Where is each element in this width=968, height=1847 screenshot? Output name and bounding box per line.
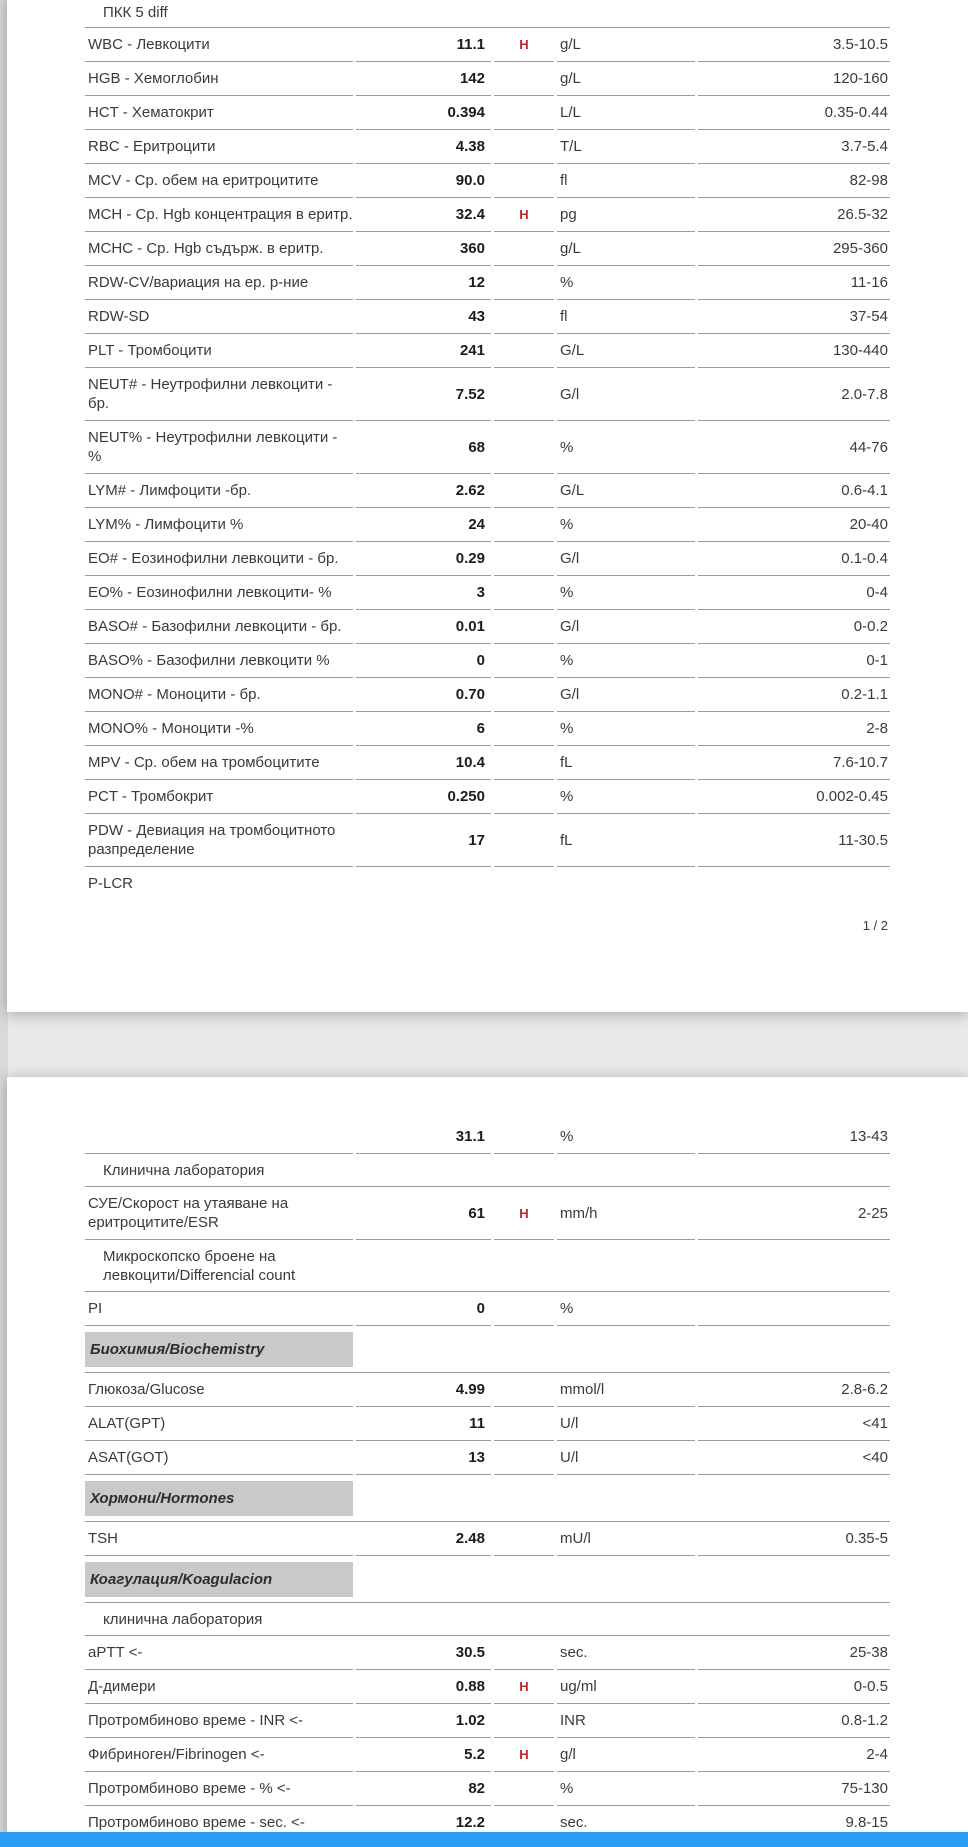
lab-row [85,130,890,164]
result-unit: g/L [557,62,695,96]
parameter-name: NEUT% - Неутрофилни левкоцити - % [85,421,353,474]
reference-range: 0-0.2 [698,610,890,644]
result-value: 2.48 [356,1522,491,1556]
reference-range: 120-160 [698,62,890,96]
lab-row [85,1636,890,1670]
result-unit: % [557,576,695,610]
lab-row [85,814,890,867]
result-value: 82 [356,1772,491,1806]
reference-range: 2.8-6.2 [698,1373,890,1407]
reference-range: 0.1-0.4 [698,542,890,576]
parameter-name: aPTT <- [85,1636,353,1670]
viewer-bottom-bar [0,1832,968,1847]
result-flag-high [494,678,554,712]
result-flag-high [494,610,554,644]
result-flag-high [494,1441,554,1475]
result-value: 5.2 [356,1738,491,1772]
result-flag-high [494,130,554,164]
result-unit: fL [557,814,695,867]
group-header-row [85,1603,890,1636]
result-unit: ug/ml [557,1670,695,1704]
lab-results-table-page-1 [85,0,890,900]
reference-range: 82-98 [698,164,890,198]
parameter-name: HGB - Хемоглобин [85,62,353,96]
result-unit: G/l [557,678,695,712]
parameter-name: MONO% - Моноцити -% [85,712,353,746]
lab-results-table-page-2 [85,1120,890,1840]
group-header-label: Микроскопско броене на левкоцити/Differencial count [103,1248,296,1284]
result-value: 61 [356,1187,491,1240]
result-unit: % [557,1292,695,1326]
lab-row [85,1187,890,1240]
result-value [356,867,491,900]
lab-row [85,1373,890,1407]
lab-row [85,1670,890,1704]
result-flag-high [494,542,554,576]
result-unit: T/L [557,130,695,164]
document-page-2 [7,1077,968,1847]
lab-row [85,1292,890,1326]
result-value: 32.4 [356,198,491,232]
result-unit: mmol/l [557,1373,695,1407]
reference-range [698,1292,890,1326]
parameter-name: PDW - Девиация на тромбоцитното разпределение [85,814,353,867]
result-value: 12 [356,266,491,300]
result-unit: G/L [557,474,695,508]
result-flag-high [494,746,554,780]
reference-range: 75-130 [698,1772,890,1806]
result-unit: U/l [557,1407,695,1441]
result-flag-high [494,266,554,300]
parameter-name: ALAT(GPT) [85,1407,353,1441]
parameter-name: СУЕ/Скорост на утаяване на еритроцитите/ESR [85,1187,353,1240]
reference-range: 11-30.5 [698,814,890,867]
lab-row [85,164,890,198]
lab-row [85,1738,890,1772]
section-header-label: Коагулация/Koagulacion [85,1562,353,1597]
lab-row [85,867,890,900]
parameter-name: RDW-SD [85,300,353,334]
reference-range: 2-25 [698,1187,890,1240]
result-flag-high [494,1407,554,1441]
result-value: 12.2 [356,1806,491,1840]
result-value: 30.5 [356,1636,491,1670]
result-value: 4.99 [356,1373,491,1407]
result-unit: % [557,421,695,474]
parameter-name: HCT - Хематокрит [85,96,353,130]
group-header-row [85,1154,890,1187]
result-unit: % [557,780,695,814]
lab-row [85,1704,890,1738]
result-value: 0.250 [356,780,491,814]
result-value: 360 [356,232,491,266]
reference-range: <40 [698,1441,890,1475]
result-flag-high [494,474,554,508]
reference-range: 2-8 [698,712,890,746]
result-flag-high: H [494,198,554,232]
page-indicator: 1 / 2 [862,918,888,933]
reference-range: 13-43 [698,1120,890,1154]
result-unit: % [557,508,695,542]
result-value: 31.1 [356,1120,491,1154]
result-value: 0 [356,1292,491,1326]
result-flag-high [494,712,554,746]
reference-range: 26.5-32 [698,198,890,232]
parameter-name: LYM% - Лимфоцити % [85,508,353,542]
reference-range: 0-4 [698,576,890,610]
group-header-label: Клинична лаборатория [103,1162,265,1179]
parameter-name: P-LCR [88,875,134,892]
lab-row [85,1441,890,1475]
reference-range: 0.8-1.2 [698,1704,890,1738]
group-header-label: клинична лаборатория [103,1611,263,1628]
parameter-name: LYM# - Лимфоцити -бр. [85,474,353,508]
reference-range: 2.0-7.8 [698,368,890,421]
result-unit: fL [557,746,695,780]
result-flag-high [494,368,554,421]
reference-range: 7.6-10.7 [698,746,890,780]
lab-row [85,368,890,421]
parameter-name: PCT - Тромбокрит [85,780,353,814]
parameter-name [85,1120,353,1154]
result-flag-high [494,334,554,368]
result-flag-high: H [494,28,554,62]
result-value: 2.62 [356,474,491,508]
result-value: 6 [356,712,491,746]
result-value: 43 [356,300,491,334]
result-flag-high [494,421,554,474]
result-flag-high [494,867,554,900]
section-header-row [85,1326,890,1373]
result-value: 17 [356,814,491,867]
lab-row [85,1120,890,1154]
lab-row [85,474,890,508]
result-unit: sec. [557,1636,695,1670]
section-header-label: Хормони/Hormones [85,1481,353,1516]
result-flag-high [494,1636,554,1670]
result-value: 0.01 [356,610,491,644]
lab-row [85,678,890,712]
reference-range: 3.7-5.4 [698,130,890,164]
result-value: 10.4 [356,746,491,780]
parameter-name: EO# - Еозинофилни левкоцити - бр. [85,542,353,576]
result-value: 241 [356,334,491,368]
result-flag-high [494,164,554,198]
lab-row [85,576,890,610]
reference-range: 130-440 [698,334,890,368]
result-unit: g/L [557,28,695,62]
result-unit: % [557,712,695,746]
reference-range: 25-38 [698,1636,890,1670]
lab-row [85,780,890,814]
parameter-name: MCHC - Ср. Hgb съдърж. в еритр. [85,232,353,266]
result-flag-high [494,1120,554,1154]
parameter-name: PI [85,1292,353,1326]
result-unit: fl [557,300,695,334]
reference-range: 0.2-1.1 [698,678,890,712]
section-header-label: Биохимия/Biochemistry [85,1332,353,1367]
result-unit [557,867,695,900]
section-header-row [85,1556,890,1603]
result-unit: U/l [557,1441,695,1475]
result-flag-high [494,1704,554,1738]
parameter-name: EO% - Еозинофилни левкоцити- % [85,576,353,610]
result-unit: g/L [557,232,695,266]
reference-range: 0.6-4.1 [698,474,890,508]
result-value: 3 [356,576,491,610]
parameter-name: PLT - Тромбоцити [85,334,353,368]
document-page-1 [7,0,968,1012]
result-flag-high [494,232,554,266]
reference-range: 295-360 [698,232,890,266]
group-header-row [85,1240,890,1292]
parameter-name: MCH - Ср. Hgb концентрация в еритр. [85,198,353,232]
reference-range: 11-16 [698,266,890,300]
result-flag-high [494,96,554,130]
result-flag-high [494,644,554,678]
result-unit: pg [557,198,695,232]
group-header-row [85,0,890,28]
section-header-row [85,1475,890,1522]
result-unit: INR [557,1704,695,1738]
parameter-name: NEUT# - Неутрофилни левкоцити - бр. [85,368,353,421]
reference-range: 0.002-0.45 [698,780,890,814]
reference-range: 20-40 [698,508,890,542]
parameter-name: Д-димери [85,1670,353,1704]
parameter-name: ASAT(GOT) [85,1441,353,1475]
result-unit: sec. [557,1806,695,1840]
result-value: 11.1 [356,28,491,62]
result-unit: % [557,644,695,678]
lab-row [85,1772,890,1806]
result-value: 11 [356,1407,491,1441]
result-value: 0.70 [356,678,491,712]
lab-row [85,644,890,678]
parameter-name: Протромбиново време - sec. <- [85,1806,353,1840]
parameter-name: TSH [85,1522,353,1556]
reference-range: 44-76 [698,421,890,474]
result-flag-high [494,576,554,610]
result-value: 0.88 [356,1670,491,1704]
parameter-name: Протромбиново време - % <- [85,1772,353,1806]
result-unit: G/l [557,368,695,421]
result-value: 142 [356,62,491,96]
result-flag-high [494,508,554,542]
parameter-name: BASO# - Базофилни левкоцити - бр. [85,610,353,644]
result-flag-high [494,1292,554,1326]
result-unit: % [557,266,695,300]
result-value: 24 [356,508,491,542]
lab-row [85,62,890,96]
parameter-name: WBC - Левкоцити [85,28,353,62]
result-value: 0 [356,644,491,678]
reference-range: 0.35-5 [698,1522,890,1556]
lab-row [85,508,890,542]
lab-row [85,232,890,266]
parameter-name: Фибриноген/Fibrinogen <- [85,1738,353,1772]
lab-row [85,1522,890,1556]
result-unit: G/l [557,542,695,576]
result-value: 7.52 [356,368,491,421]
reference-range: 37-54 [698,300,890,334]
lab-row [85,421,890,474]
parameter-name: MPV - Ср. обем на тромбоцитите [85,746,353,780]
result-value: 0.29 [356,542,491,576]
result-flag-high [494,814,554,867]
result-unit: % [557,1772,695,1806]
parameter-name: RDW-CV/вариация на ер. р-ние [85,266,353,300]
result-unit: mU/l [557,1522,695,1556]
result-flag-high: H [494,1738,554,1772]
result-value: 13 [356,1441,491,1475]
lab-row [85,28,890,62]
result-unit: L/L [557,96,695,130]
result-value: 90.0 [356,164,491,198]
lab-row [85,746,890,780]
parameter-name: MCV - Ср. обем на еритроцитите [85,164,353,198]
reference-range: 9.8-15 [698,1806,890,1840]
result-unit: mm/h [557,1187,695,1240]
result-flag-high [494,1772,554,1806]
result-value: 0.394 [356,96,491,130]
lab-row [85,610,890,644]
result-flag-high [494,780,554,814]
result-value: 1.02 [356,1704,491,1738]
group-header-label: ПКК 5 diff [103,4,168,21]
result-flag-high [494,62,554,96]
lab-row [85,198,890,232]
parameter-name: MONO# - Моноцити - бр. [85,678,353,712]
lab-row [85,712,890,746]
reference-range: 0-0.5 [698,1670,890,1704]
result-unit: G/l [557,610,695,644]
result-value: 68 [356,421,491,474]
lab-row [85,300,890,334]
lab-row [85,1407,890,1441]
result-flag-high: H [494,1670,554,1704]
result-flag-high [494,1522,554,1556]
parameter-name: Протромбиново време - INR <- [85,1704,353,1738]
result-flag-high [494,1373,554,1407]
reference-range: 0-1 [698,644,890,678]
result-flag-high [494,300,554,334]
lab-row [85,542,890,576]
lab-row [85,266,890,300]
lab-row [85,96,890,130]
reference-range: 3.5-10.5 [698,28,890,62]
result-value: 4.38 [356,130,491,164]
result-unit: g/l [557,1738,695,1772]
result-unit: G/L [557,334,695,368]
reference-range [698,867,890,900]
result-unit: % [557,1120,695,1154]
reference-range: 2-4 [698,1738,890,1772]
result-flag-high: H [494,1187,554,1240]
parameter-name: Глюкоза/Glucose [85,1373,353,1407]
result-unit: fl [557,164,695,198]
parameter-name: BASO% - Базофилни левкоцити % [85,644,353,678]
reference-range: <41 [698,1407,890,1441]
lab-row [85,334,890,368]
parameter-name: RBC - Еритроцити [85,130,353,164]
reference-range: 0.35-0.44 [698,96,890,130]
